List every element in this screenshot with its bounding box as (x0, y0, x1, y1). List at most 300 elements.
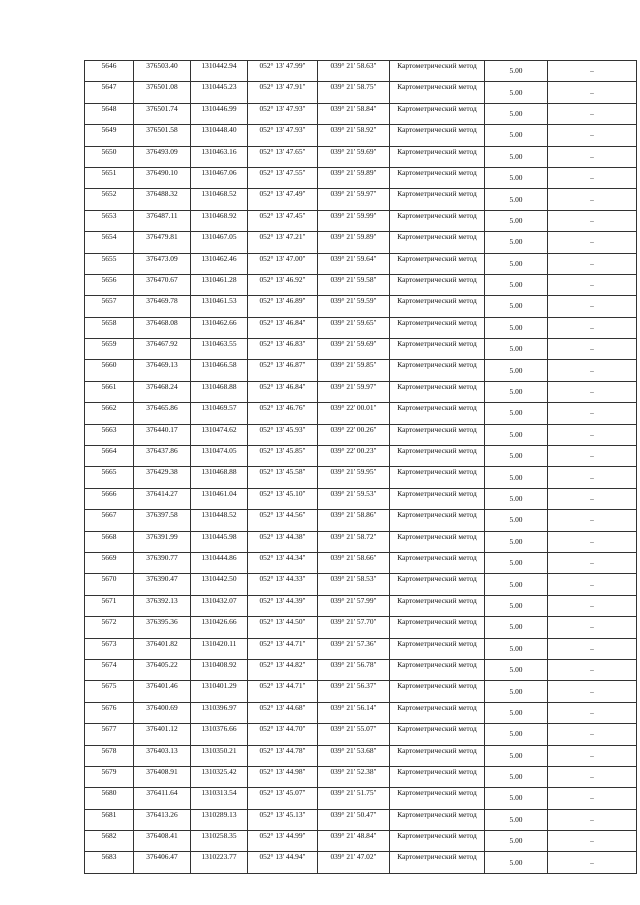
point-number-cell: 5682 (85, 831, 134, 852)
point-number-cell: 5648 (85, 103, 134, 124)
longitude-cell: 039° 21' 59.65" (318, 317, 390, 338)
table-row (85, 446, 637, 467)
method-cell: Картометрический метод (390, 82, 485, 103)
note-cell: – (548, 103, 637, 124)
x-coordinate-cell: 376392.13 (134, 595, 191, 616)
x-coordinate-cell: 376403.13 (134, 745, 191, 766)
accuracy-cell: 5.00 (485, 82, 548, 103)
method-cell: Картометрический метод (390, 146, 485, 167)
point-number-cell: 5681 (85, 809, 134, 830)
method-cell: Картометрический метод (390, 809, 485, 830)
longitude-cell: 039° 21' 58.92" (318, 125, 390, 146)
note-cell: – (548, 659, 637, 680)
table-row (85, 724, 637, 745)
x-coordinate-cell: 376408.41 (134, 831, 191, 852)
accuracy-cell: 5.00 (485, 702, 548, 723)
accuracy-cell: 5.00 (485, 446, 548, 467)
y-coordinate-cell: 1310468.52 (191, 189, 248, 210)
y-coordinate-cell: 1310432.07 (191, 595, 248, 616)
table-row (85, 531, 637, 552)
x-coordinate-cell: 376408.91 (134, 766, 191, 787)
note-cell: – (548, 702, 637, 723)
point-number-cell: 5678 (85, 745, 134, 766)
accuracy-cell: 5.00 (485, 852, 548, 873)
x-coordinate-cell: 376473.09 (134, 253, 191, 274)
method-cell: Картометрический метод (390, 681, 485, 702)
y-coordinate-cell: 1310426.66 (191, 617, 248, 638)
table-row (85, 274, 637, 295)
note-cell: – (548, 617, 637, 638)
method-cell: Картометрический метод (390, 189, 485, 210)
longitude-cell: 039° 21' 56.37" (318, 681, 390, 702)
point-number-cell: 5655 (85, 253, 134, 274)
latitude-cell: 052° 13' 45.93" (248, 424, 318, 445)
y-coordinate-cell: 1310442.94 (191, 61, 248, 82)
longitude-cell: 039° 21' 59.64" (318, 253, 390, 274)
point-number-cell: 5670 (85, 574, 134, 595)
accuracy-cell: 5.00 (485, 552, 548, 573)
table-row (85, 552, 637, 573)
latitude-cell: 052° 13' 45.10" (248, 488, 318, 509)
point-number-cell: 5672 (85, 617, 134, 638)
x-coordinate-cell: 376465.86 (134, 403, 191, 424)
table-row (85, 82, 637, 103)
method-cell: Картометрический метод (390, 125, 485, 146)
longitude-cell: 039° 21' 48.84" (318, 831, 390, 852)
latitude-cell: 052° 13' 47.99" (248, 61, 318, 82)
accuracy-cell: 5.00 (485, 403, 548, 424)
x-coordinate-cell: 376479.81 (134, 232, 191, 253)
latitude-cell: 052° 13' 47.45" (248, 210, 318, 231)
method-cell: Картометрический метод (390, 638, 485, 659)
x-coordinate-cell: 376411.64 (134, 788, 191, 809)
point-number-cell: 5662 (85, 403, 134, 424)
latitude-cell: 052° 13' 44.39" (248, 595, 318, 616)
method-cell: Картометрический метод (390, 574, 485, 595)
note-cell: – (548, 189, 637, 210)
method-cell: Картометрический метод (390, 403, 485, 424)
latitude-cell: 052° 13' 44.50" (248, 617, 318, 638)
x-coordinate-cell: 376470.67 (134, 274, 191, 295)
longitude-cell: 039° 21' 57.99" (318, 595, 390, 616)
table-row (85, 317, 637, 338)
latitude-cell: 052° 13' 44.34" (248, 552, 318, 573)
accuracy-cell: 5.00 (485, 488, 548, 509)
x-coordinate-cell: 376390.47 (134, 574, 191, 595)
longitude-cell: 039° 21' 59.95" (318, 467, 390, 488)
table-row (85, 403, 637, 424)
longitude-cell: 039° 22' 00.01" (318, 403, 390, 424)
note-cell: – (548, 446, 637, 467)
longitude-cell: 039° 21' 59.58" (318, 274, 390, 295)
point-number-cell: 5661 (85, 381, 134, 402)
note-cell: – (548, 852, 637, 873)
table-row (85, 488, 637, 509)
point-number-cell: 5675 (85, 681, 134, 702)
table-row (85, 809, 637, 830)
x-coordinate-cell: 376469.13 (134, 360, 191, 381)
x-coordinate-cell: 376395.36 (134, 617, 191, 638)
method-cell: Картометрический метод (390, 339, 485, 360)
x-coordinate-cell: 376468.08 (134, 317, 191, 338)
longitude-cell: 039° 21' 47.02" (318, 852, 390, 873)
y-coordinate-cell: 1310467.05 (191, 232, 248, 253)
x-coordinate-cell: 376493.09 (134, 146, 191, 167)
point-number-cell: 5652 (85, 189, 134, 210)
latitude-cell: 052° 13' 47.93" (248, 103, 318, 124)
y-coordinate-cell: 1310445.23 (191, 82, 248, 103)
latitude-cell: 052° 13' 44.33" (248, 574, 318, 595)
accuracy-cell: 5.00 (485, 167, 548, 188)
method-cell: Картометрический метод (390, 531, 485, 552)
note-cell: – (548, 381, 637, 402)
longitude-cell: 039° 21' 59.69" (318, 146, 390, 167)
accuracy-cell: 5.00 (485, 146, 548, 167)
table-row (85, 852, 637, 873)
longitude-cell: 039° 21' 58.75" (318, 82, 390, 103)
table-row (85, 189, 637, 210)
accuracy-cell: 5.00 (485, 381, 548, 402)
latitude-cell: 052° 13' 44.94" (248, 852, 318, 873)
y-coordinate-cell: 1310376.66 (191, 724, 248, 745)
note-cell: – (548, 467, 637, 488)
x-coordinate-cell: 376490.10 (134, 167, 191, 188)
table-row (85, 681, 637, 702)
method-cell: Картометрический метод (390, 617, 485, 638)
x-coordinate-cell: 376469.78 (134, 296, 191, 317)
accuracy-cell: 5.00 (485, 724, 548, 745)
point-number-cell: 5677 (85, 724, 134, 745)
longitude-cell: 039° 21' 59.89" (318, 167, 390, 188)
y-coordinate-cell: 1310444.86 (191, 552, 248, 573)
y-coordinate-cell: 1310469.57 (191, 403, 248, 424)
y-coordinate-cell: 1310420.11 (191, 638, 248, 659)
x-coordinate-cell: 376487.11 (134, 210, 191, 231)
table-row (85, 510, 637, 531)
accuracy-cell: 5.00 (485, 809, 548, 830)
accuracy-cell: 5.00 (485, 61, 548, 82)
point-number-cell: 5673 (85, 638, 134, 659)
table-row (85, 831, 637, 852)
x-coordinate-cell: 376429.38 (134, 467, 191, 488)
longitude-cell: 039° 21' 56.78" (318, 659, 390, 680)
latitude-cell: 052° 13' 47.55" (248, 167, 318, 188)
y-coordinate-cell: 1310461.53 (191, 296, 248, 317)
longitude-cell: 039° 22' 00.26" (318, 424, 390, 445)
point-number-cell: 5658 (85, 317, 134, 338)
y-coordinate-cell: 1310289.13 (191, 809, 248, 830)
note-cell: – (548, 317, 637, 338)
table-row (85, 574, 637, 595)
accuracy-cell: 5.00 (485, 317, 548, 338)
accuracy-cell: 5.00 (485, 274, 548, 295)
table-row (85, 103, 637, 124)
longitude-cell: 039° 21' 57.36" (318, 638, 390, 659)
method-cell: Картометрический метод (390, 253, 485, 274)
y-coordinate-cell: 1310313.54 (191, 788, 248, 809)
table-row (85, 617, 637, 638)
y-coordinate-cell: 1310468.88 (191, 467, 248, 488)
x-coordinate-cell: 376440.17 (134, 424, 191, 445)
method-cell: Картометрический метод (390, 467, 485, 488)
table-row (85, 296, 637, 317)
table-row (85, 232, 637, 253)
longitude-cell: 039° 21' 58.86" (318, 510, 390, 531)
note-cell: – (548, 125, 637, 146)
latitude-cell: 052° 13' 44.99" (248, 831, 318, 852)
note-cell: – (548, 210, 637, 231)
note-cell: – (548, 146, 637, 167)
note-cell: – (548, 232, 637, 253)
longitude-cell: 039° 21' 55.07" (318, 724, 390, 745)
note-cell: – (548, 296, 637, 317)
y-coordinate-cell: 1310474.62 (191, 424, 248, 445)
longitude-cell: 039° 21' 51.75" (318, 788, 390, 809)
method-cell: Картометрический метод (390, 595, 485, 616)
y-coordinate-cell: 1310463.55 (191, 339, 248, 360)
note-cell: – (548, 745, 637, 766)
point-number-cell: 5663 (85, 424, 134, 445)
x-coordinate-cell: 376401.46 (134, 681, 191, 702)
accuracy-cell: 5.00 (485, 574, 548, 595)
accuracy-cell: 5.00 (485, 510, 548, 531)
accuracy-cell: 5.00 (485, 339, 548, 360)
point-number-cell: 5650 (85, 146, 134, 167)
note-cell: – (548, 831, 637, 852)
x-coordinate-cell: 376501.58 (134, 125, 191, 146)
longitude-cell: 039° 21' 58.72" (318, 531, 390, 552)
y-coordinate-cell: 1310474.05 (191, 446, 248, 467)
accuracy-cell: 5.00 (485, 232, 548, 253)
x-coordinate-cell: 376397.58 (134, 510, 191, 531)
y-coordinate-cell: 1310396.97 (191, 702, 248, 723)
point-number-cell: 5665 (85, 467, 134, 488)
table-row (85, 595, 637, 616)
table-row (85, 125, 637, 146)
accuracy-cell: 5.00 (485, 766, 548, 787)
x-coordinate-cell: 376391.99 (134, 531, 191, 552)
table-row (85, 424, 637, 445)
latitude-cell: 052° 13' 45.13" (248, 809, 318, 830)
point-number-cell: 5654 (85, 232, 134, 253)
method-cell: Картометрический метод (390, 766, 485, 787)
method-cell: Картометрический метод (390, 446, 485, 467)
longitude-cell: 039° 21' 53.68" (318, 745, 390, 766)
y-coordinate-cell: 1310461.04 (191, 488, 248, 509)
longitude-cell: 039° 21' 50.47" (318, 809, 390, 830)
accuracy-cell: 5.00 (485, 745, 548, 766)
x-coordinate-cell: 376468.24 (134, 381, 191, 402)
y-coordinate-cell: 1310462.46 (191, 253, 248, 274)
note-cell: – (548, 766, 637, 787)
latitude-cell: 052° 13' 44.70" (248, 724, 318, 745)
y-coordinate-cell: 1310461.28 (191, 274, 248, 295)
y-coordinate-cell: 1310223.77 (191, 852, 248, 873)
latitude-cell: 052° 13' 46.76" (248, 403, 318, 424)
method-cell: Картометрический метод (390, 61, 485, 82)
table-row (85, 766, 637, 787)
x-coordinate-cell: 376414.27 (134, 488, 191, 509)
method-cell: Картометрический метод (390, 788, 485, 809)
longitude-cell: 039° 21' 59.59" (318, 296, 390, 317)
note-cell: – (548, 788, 637, 809)
x-coordinate-cell: 376405.22 (134, 659, 191, 680)
latitude-cell: 052° 13' 46.87" (248, 360, 318, 381)
table-row (85, 167, 637, 188)
accuracy-cell: 5.00 (485, 296, 548, 317)
method-cell: Картометрический метод (390, 724, 485, 745)
latitude-cell: 052° 13' 44.71" (248, 681, 318, 702)
latitude-cell: 052° 13' 44.38" (248, 531, 318, 552)
longitude-cell: 039° 21' 59.99" (318, 210, 390, 231)
table-row (85, 210, 637, 231)
longitude-cell: 039° 21' 57.70" (318, 617, 390, 638)
y-coordinate-cell: 1310401.29 (191, 681, 248, 702)
method-cell: Картометрический метод (390, 296, 485, 317)
point-number-cell: 5668 (85, 531, 134, 552)
point-number-cell: 5656 (85, 274, 134, 295)
accuracy-cell: 5.00 (485, 189, 548, 210)
longitude-cell: 039° 21' 58.84" (318, 103, 390, 124)
method-cell: Картометрический метод (390, 745, 485, 766)
longitude-cell: 039° 21' 58.63" (318, 61, 390, 82)
note-cell: – (548, 552, 637, 573)
point-number-cell: 5679 (85, 766, 134, 787)
accuracy-cell: 5.00 (485, 788, 548, 809)
latitude-cell: 052° 13' 46.89" (248, 296, 318, 317)
method-cell: Картометрический метод (390, 274, 485, 295)
latitude-cell: 052° 13' 47.93" (248, 125, 318, 146)
x-coordinate-cell: 376488.32 (134, 189, 191, 210)
x-coordinate-cell: 376401.82 (134, 638, 191, 659)
latitude-cell: 052° 13' 45.58" (248, 467, 318, 488)
x-coordinate-cell: 376413.26 (134, 809, 191, 830)
latitude-cell: 052° 13' 46.84" (248, 317, 318, 338)
x-coordinate-cell: 376390.77 (134, 552, 191, 573)
y-coordinate-cell: 1310466.58 (191, 360, 248, 381)
method-cell: Картометрический метод (390, 424, 485, 445)
x-coordinate-cell: 376401.12 (134, 724, 191, 745)
x-coordinate-cell: 376437.86 (134, 446, 191, 467)
table-row (85, 659, 637, 680)
table-row (85, 638, 637, 659)
latitude-cell: 052° 13' 47.91" (248, 82, 318, 103)
point-number-cell: 5680 (85, 788, 134, 809)
method-cell: Картометрический метод (390, 552, 485, 573)
longitude-cell: 039° 21' 59.85" (318, 360, 390, 381)
accuracy-cell: 5.00 (485, 467, 548, 488)
note-cell: – (548, 403, 637, 424)
longitude-cell: 039° 22' 00.23" (318, 446, 390, 467)
point-number-cell: 5676 (85, 702, 134, 723)
method-cell: Картометрический метод (390, 488, 485, 509)
table-row (85, 702, 637, 723)
accuracy-cell: 5.00 (485, 360, 548, 381)
y-coordinate-cell: 1310258.35 (191, 831, 248, 852)
longitude-cell: 039° 21' 56.14" (318, 702, 390, 723)
point-number-cell: 5671 (85, 595, 134, 616)
longitude-cell: 039° 21' 58.53" (318, 574, 390, 595)
note-cell: – (548, 82, 637, 103)
point-number-cell: 5667 (85, 510, 134, 531)
latitude-cell: 052° 13' 45.07" (248, 788, 318, 809)
point-number-cell: 5647 (85, 82, 134, 103)
y-coordinate-cell: 1310448.52 (191, 510, 248, 531)
method-cell: Картометрический метод (390, 852, 485, 873)
accuracy-cell: 5.00 (485, 595, 548, 616)
accuracy-cell: 5.00 (485, 125, 548, 146)
accuracy-cell: 5.00 (485, 831, 548, 852)
accuracy-cell: 5.00 (485, 617, 548, 638)
method-cell: Картометрический метод (390, 232, 485, 253)
latitude-cell: 052° 13' 44.82" (248, 659, 318, 680)
accuracy-cell: 5.00 (485, 253, 548, 274)
latitude-cell: 052° 13' 44.78" (248, 745, 318, 766)
point-number-cell: 5646 (85, 61, 134, 82)
note-cell: – (548, 167, 637, 188)
accuracy-cell: 5.00 (485, 103, 548, 124)
method-cell: Картометрический метод (390, 831, 485, 852)
accuracy-cell: 5.00 (485, 424, 548, 445)
table-row (85, 745, 637, 766)
latitude-cell: 052° 13' 45.85" (248, 446, 318, 467)
y-coordinate-cell: 1310462.66 (191, 317, 248, 338)
coordinates-table (84, 60, 637, 874)
accuracy-cell: 5.00 (485, 210, 548, 231)
point-number-cell: 5669 (85, 552, 134, 573)
latitude-cell: 052° 13' 47.00" (248, 253, 318, 274)
note-cell: – (548, 531, 637, 552)
note-cell: – (548, 488, 637, 509)
note-cell: – (548, 339, 637, 360)
table-row (85, 253, 637, 274)
table-row (85, 381, 637, 402)
note-cell: – (548, 809, 637, 830)
method-cell: Картометрический метод (390, 103, 485, 124)
longitude-cell: 039° 21' 52.38" (318, 766, 390, 787)
y-coordinate-cell: 1310325.42 (191, 766, 248, 787)
point-number-cell: 5657 (85, 296, 134, 317)
x-coordinate-cell: 376503.40 (134, 61, 191, 82)
latitude-cell: 052° 13' 46.92" (248, 274, 318, 295)
latitude-cell: 052° 13' 47.65" (248, 146, 318, 167)
point-number-cell: 5683 (85, 852, 134, 873)
y-coordinate-cell: 1310350.21 (191, 745, 248, 766)
latitude-cell: 052° 13' 44.71" (248, 638, 318, 659)
x-coordinate-cell: 376406.47 (134, 852, 191, 873)
note-cell: – (548, 681, 637, 702)
point-number-cell: 5660 (85, 360, 134, 381)
point-number-cell: 5664 (85, 446, 134, 467)
y-coordinate-cell: 1310463.16 (191, 146, 248, 167)
point-number-cell: 5659 (85, 339, 134, 360)
note-cell: – (548, 595, 637, 616)
note-cell: – (548, 424, 637, 445)
y-coordinate-cell: 1310408.92 (191, 659, 248, 680)
point-number-cell: 5653 (85, 210, 134, 231)
latitude-cell: 052° 13' 44.56" (248, 510, 318, 531)
table-body (85, 61, 637, 874)
y-coordinate-cell: 1310467.06 (191, 167, 248, 188)
method-cell: Картометрический метод (390, 210, 485, 231)
note-cell: – (548, 61, 637, 82)
table-row (85, 788, 637, 809)
y-coordinate-cell: 1310448.40 (191, 125, 248, 146)
point-number-cell: 5651 (85, 167, 134, 188)
accuracy-cell: 5.00 (485, 531, 548, 552)
table-row (85, 339, 637, 360)
accuracy-cell: 5.00 (485, 659, 548, 680)
